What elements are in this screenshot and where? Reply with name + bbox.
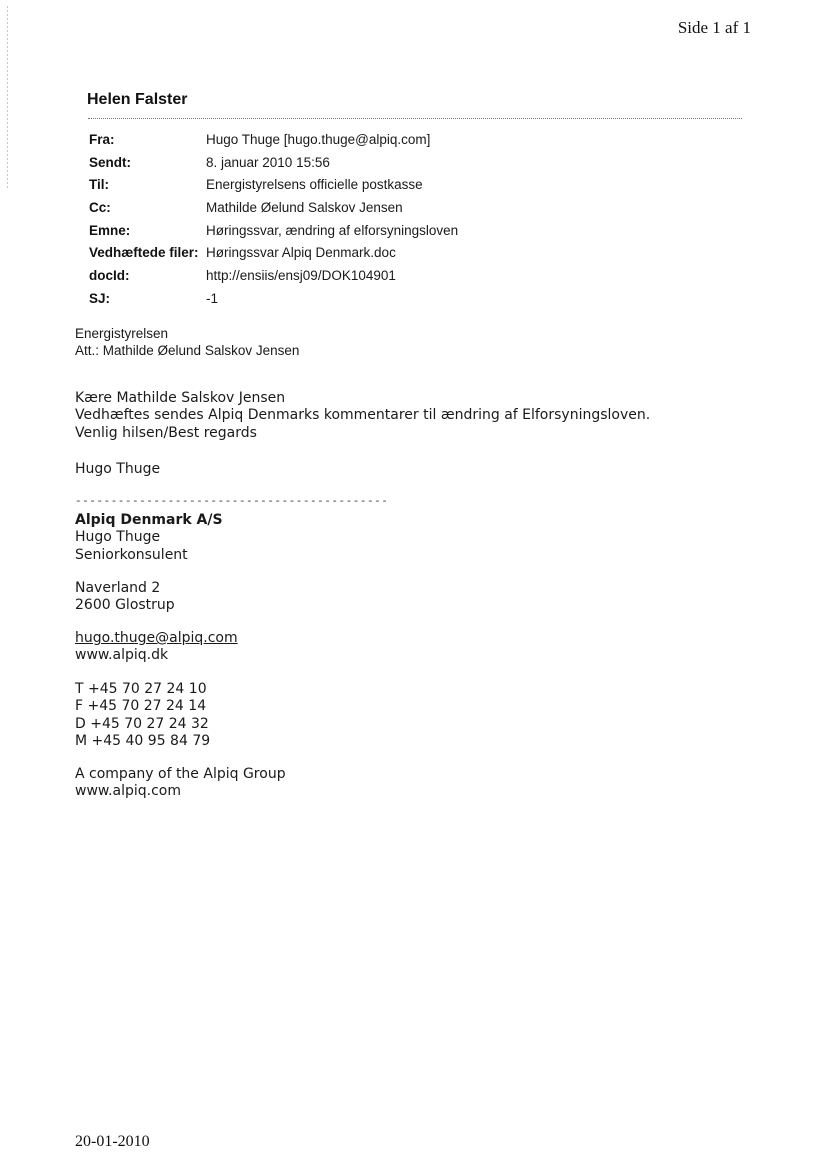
docid-label: docId:	[89, 268, 130, 284]
header-divider	[88, 118, 742, 119]
closing-line: Venlig hilsen/Best regards	[75, 424, 257, 441]
subject-value: Høringssvar, ændring af elforsyningsloven	[206, 222, 459, 238]
signature-name: Hugo Thuge	[75, 529, 161, 546]
attachments-value: Høringssvar Alpiq Denmark.doc	[206, 245, 396, 261]
signature-address-block	[75, 580, 175, 615]
email-metadata	[89, 129, 709, 311]
address-city: 2600 Glostrup	[75, 597, 175, 614]
phone-f: F +45 70 27 24 14	[75, 698, 207, 715]
email-link[interactable]: hugo.thuge@alpiq.com	[75, 630, 238, 646]
meta-row-docid	[89, 265, 709, 288]
to-label: Til:	[89, 177, 109, 193]
sent-label: Sendt:	[89, 154, 131, 170]
phone-t: T +45 70 27 24 10	[75, 681, 207, 697]
recipient-block	[75, 325, 299, 359]
scan-edge-line	[7, 6, 8, 188]
meta-row-to	[89, 174, 709, 197]
meta-row-from	[89, 129, 709, 152]
signature-title: Seniorkonsulent	[75, 546, 188, 563]
sent-value: 8. januar 2010 15:56	[206, 154, 330, 170]
recipient-attention: Att.: Mathilde Øelund Salskov Jensen	[75, 343, 300, 358]
subject-label: Emne:	[89, 222, 131, 238]
page-number: Side 1 af 1	[677, 18, 751, 37]
sj-value: -1	[206, 290, 219, 306]
docid-value: http://ensiis/ensj09/DOK104901	[206, 268, 396, 284]
group-line: A company of the Alpiq Group	[75, 766, 286, 782]
from-label: Fra:	[89, 132, 115, 147]
meta-row-attachments	[89, 242, 709, 265]
meta-row-sent	[89, 152, 709, 175]
cc-label: Cc:	[89, 200, 111, 216]
message-line: Vedhæftes sendes Alpiq Denmarks kommentarer til ændring af Elforsyningsloven.	[75, 407, 651, 424]
website-com: www.alpiq.com	[75, 783, 181, 800]
signature-group-block	[75, 766, 286, 801]
signer-block	[75, 461, 160, 478]
attachments-label: Vedhæftede filer:	[89, 245, 199, 261]
sj-label: SJ:	[89, 290, 111, 306]
greeting-line: Kære Mathilde Salskov Jensen	[75, 390, 286, 406]
print-date: 20-01-2010	[75, 1133, 150, 1150]
mailbox-owner-name: Helen Falster	[87, 91, 188, 108]
phone-m: M +45 40 95 84 79	[75, 732, 211, 749]
signature-company-block	[75, 512, 223, 564]
company-name: Alpiq Denmark A/S	[75, 512, 223, 528]
signature-phone-block	[75, 681, 210, 750]
to-value: Energistyrelsens officielle postkasse	[206, 177, 423, 193]
message-body	[75, 390, 650, 442]
website-dk: www.alpiq.dk	[75, 647, 169, 664]
signature-divider: --------------------------------------------	[75, 494, 389, 507]
from-value: Hugo Thuge [hugo.thuge@alpiq.com]	[206, 132, 431, 147]
meta-row-subject	[89, 220, 709, 243]
meta-row-sj	[89, 288, 709, 311]
signature-contact-block	[75, 630, 238, 665]
cc-value: Mathilde Øelund Salskov Jensen	[206, 200, 403, 216]
phone-d: D +45 70 27 24 32	[75, 715, 209, 732]
meta-row-cc	[89, 197, 709, 220]
address-street: Naverland 2	[75, 580, 161, 596]
signer-name: Hugo Thuge	[75, 461, 161, 477]
recipient-org: Energistyrelsen	[75, 326, 169, 341]
